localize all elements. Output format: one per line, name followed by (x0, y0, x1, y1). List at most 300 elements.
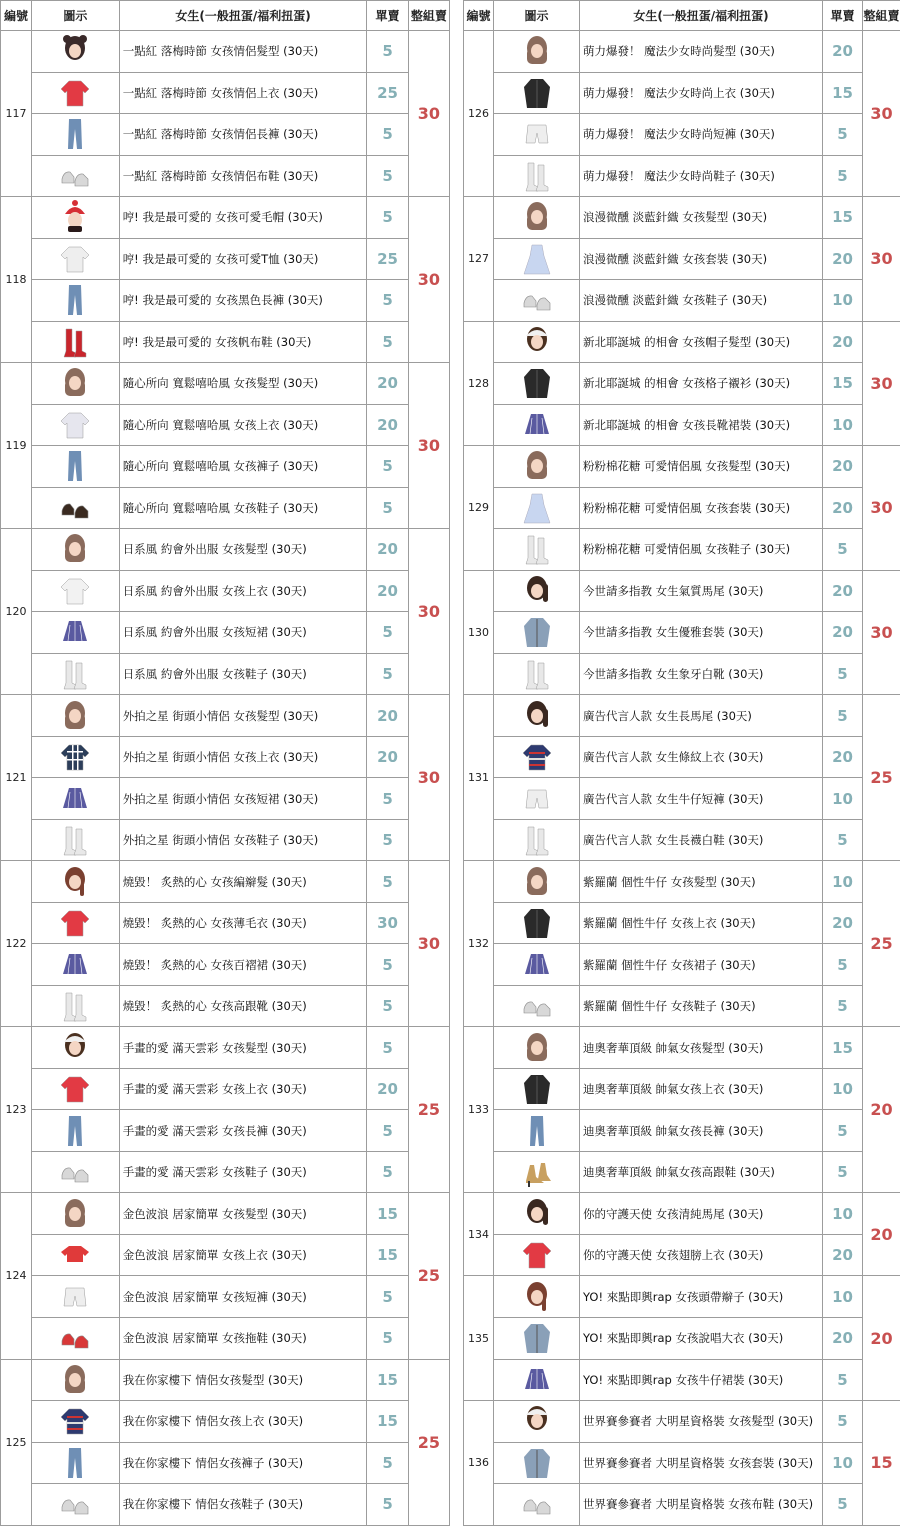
shorts-icon (522, 782, 552, 816)
item-icon-cell (31, 695, 119, 737)
single-price: 20 (823, 902, 863, 944)
table-row (464, 446, 900, 488)
single-price: 20 (823, 446, 863, 488)
single-price: 5 (823, 1401, 863, 1443)
item-name: 新北耶誕城 的相會 女孩長靴裙裝 (30天) (580, 404, 823, 446)
table-row (1, 1276, 450, 1318)
table-row (464, 612, 900, 654)
crop-top-icon (60, 1238, 90, 1272)
long-hair-icon (522, 865, 552, 899)
single-price: 15 (367, 1193, 408, 1235)
sneakers-icon (60, 1487, 90, 1521)
header-set-price: 整組賣 (408, 1, 449, 31)
set-price: 25 (408, 1027, 449, 1193)
item-icon-cell (494, 736, 580, 778)
item-name: 紫羅蘭 個性牛仔 女孩上衣 (30天) (580, 902, 823, 944)
single-price: 20 (823, 612, 863, 654)
table-row (1, 944, 450, 986)
long-hair-icon (60, 699, 90, 733)
item-icon-cell (31, 155, 119, 197)
item-icon-cell (494, 321, 580, 363)
single-price: 5 (823, 1151, 863, 1193)
item-name: 粉粉棉花糖 可愛情侶風 女孩鞋子 (30天) (580, 529, 823, 571)
single-price: 25 (367, 72, 408, 114)
boots-icon (522, 657, 552, 691)
item-number: 118 (1, 197, 32, 363)
right-price-table (463, 0, 900, 1526)
item-icon-cell (494, 612, 580, 654)
long-hair-icon (60, 1197, 90, 1231)
item-icon-cell (31, 197, 119, 239)
single-price: 5 (367, 1317, 408, 1359)
hair-bun-icon (60, 34, 90, 68)
item-icon-cell (494, 1401, 580, 1443)
item-icon-cell (494, 72, 580, 114)
single-price: 10 (823, 778, 863, 820)
item-name: 手畫的愛 滿天雲彩 女孩長褲 (30天) (119, 1110, 367, 1152)
item-icon-cell (31, 363, 119, 405)
single-price: 20 (823, 736, 863, 778)
single-price: 5 (367, 280, 408, 322)
table-row (1, 1442, 450, 1484)
sweater-icon (60, 906, 90, 940)
set-price: 25 (408, 1193, 449, 1359)
single-price: 5 (823, 114, 863, 156)
plaid-shirt-icon (60, 740, 90, 774)
item-number: 125 (1, 1359, 32, 1525)
set-price: 30 (408, 31, 449, 197)
item-icon-cell (31, 238, 119, 280)
table-row (1, 695, 450, 737)
coat-icon (522, 1446, 552, 1480)
single-price: 5 (823, 1359, 863, 1401)
single-price: 5 (823, 819, 863, 861)
table-row (464, 985, 900, 1027)
pants-icon (60, 283, 90, 317)
item-name: 你的守護天使 女孩翅膀上衣 (30天) (580, 1234, 823, 1276)
braid-hair-icon (522, 1280, 552, 1314)
table-row (1, 1027, 450, 1069)
item-number: 133 (464, 1027, 494, 1193)
set-price: 30 (863, 446, 900, 571)
item-icon-cell (31, 280, 119, 322)
single-price: 5 (367, 321, 408, 363)
single-price: 20 (823, 1234, 863, 1276)
sneakers-icon (522, 989, 552, 1023)
item-name: YO! 來點即興rap 女孩牛仔裙裝 (30天) (580, 1359, 823, 1401)
table-row (464, 1151, 900, 1193)
item-name: 外拍之星 街頭小情侶 女孩鞋子 (30天) (119, 819, 367, 861)
table-row (464, 819, 900, 861)
single-price: 10 (823, 1276, 863, 1318)
item-name: 新北耶誕城 的相會 女孩格子襯衫 (30天) (580, 363, 823, 405)
item-icon-cell (494, 778, 580, 820)
item-name: 萌力爆發！ 魔法少女時尚短褲 (30天) (580, 114, 823, 156)
single-price: 5 (823, 1484, 863, 1526)
single-price: 20 (823, 31, 863, 73)
table-row (1, 72, 450, 114)
item-name: 哼! 我是最可愛的 女孩可愛T恤 (30天) (119, 238, 367, 280)
long-hair-icon (60, 1363, 90, 1397)
item-name: 萌力爆發！ 魔法少女時尚髮型 (30天) (580, 31, 823, 73)
item-icon-cell (31, 1234, 119, 1276)
item-name: 你的守護天使 女孩清純馬尾 (30天) (580, 1193, 823, 1235)
single-price: 5 (823, 695, 863, 737)
item-name: 我在你家樓下 情侶女孩褲子 (30天) (119, 1442, 367, 1484)
item-icon-cell (494, 861, 580, 903)
item-name: 手畫的愛 滿天雲彩 女孩上衣 (30天) (119, 1068, 367, 1110)
item-icon-cell (494, 1317, 580, 1359)
table-row (464, 363, 900, 405)
item-name: 今世請多指教 女生氣質馬尾 (30天) (580, 570, 823, 612)
single-price: 20 (367, 1068, 408, 1110)
braid-hair-icon (60, 865, 90, 899)
item-name: 萌力爆發！ 魔法少女時尚上衣 (30天) (580, 72, 823, 114)
item-icon-cell (31, 446, 119, 488)
single-price: 20 (823, 487, 863, 529)
sneakers-icon (522, 1487, 552, 1521)
table-row (1, 529, 450, 571)
table-row (464, 1068, 900, 1110)
single-price: 5 (367, 985, 408, 1027)
item-name: 一點紅 落梅時節 女孩情侶上衣 (30天) (119, 72, 367, 114)
single-price: 5 (367, 114, 408, 156)
item-name: YO! 來點即興rap 女孩頭帶辮子 (30天) (580, 1276, 823, 1318)
ponytail-hair-icon (522, 574, 552, 608)
pants-icon (60, 117, 90, 151)
item-icon-cell (494, 695, 580, 737)
single-price: 20 (823, 1317, 863, 1359)
single-price: 20 (367, 363, 408, 405)
item-icon-cell (494, 487, 580, 529)
item-number: 126 (464, 31, 494, 197)
header-id: 編號 (1, 1, 32, 31)
single-price: 5 (367, 1027, 408, 1069)
item-name: 外拍之星 街頭小情侶 女孩上衣 (30天) (119, 736, 367, 778)
boots-icon (522, 823, 552, 857)
item-icon-cell (31, 114, 119, 156)
table-row (464, 72, 900, 114)
sweater-icon (522, 1238, 552, 1272)
item-icon-cell (31, 1027, 119, 1069)
item-icon-cell (494, 1027, 580, 1069)
single-price: 5 (367, 612, 408, 654)
item-name: 隨心所向 寬鬆嘻哈風 女孩上衣 (30天) (119, 404, 367, 446)
table-row (1, 114, 450, 156)
single-price: 10 (823, 1193, 863, 1235)
ponytail-hair-icon (522, 1197, 552, 1231)
item-name: 新北耶誕城 的相會 女孩帽子髮型 (30天) (580, 321, 823, 363)
table-row (464, 1110, 900, 1152)
table-row (464, 1401, 900, 1443)
item-number: 122 (1, 861, 32, 1027)
boots-icon (60, 823, 90, 857)
set-price: 30 (863, 31, 900, 197)
item-name: 隨心所向 寬鬆嘻哈風 女孩褲子 (30天) (119, 446, 367, 488)
single-price: 15 (823, 197, 863, 239)
single-price: 5 (823, 529, 863, 571)
table-row (464, 1276, 900, 1318)
single-price: 5 (367, 819, 408, 861)
item-name: 一點紅 落梅時節 女孩情侶髮型 (30天) (119, 31, 367, 73)
single-price: 5 (823, 1110, 863, 1152)
item-name: 粉粉棉花糖 可愛情侶風 女孩套裝 (30天) (580, 487, 823, 529)
item-icon-cell (31, 1401, 119, 1443)
item-number: 123 (1, 1027, 32, 1193)
cap-hair-icon (60, 1031, 90, 1065)
heels-icon (522, 1155, 552, 1189)
item-number: 136 (464, 1401, 494, 1526)
set-price: 20 (863, 1193, 900, 1276)
single-price: 5 (367, 197, 408, 239)
table-row (464, 487, 900, 529)
item-number: 120 (1, 529, 32, 695)
table-row (464, 1359, 900, 1401)
single-price: 5 (367, 653, 408, 695)
set-price: 25 (863, 695, 900, 861)
long-hair-icon (60, 532, 90, 566)
set-price: 20 (863, 1027, 900, 1193)
pants-icon (60, 449, 90, 483)
pants-icon (60, 1446, 90, 1480)
single-price: 20 (367, 736, 408, 778)
set-price: 30 (408, 197, 449, 363)
item-name: 哼! 我是最可愛的 女孩黑色長褲 (30天) (119, 280, 367, 322)
item-icon-cell (494, 31, 580, 73)
item-number: 130 (464, 570, 494, 695)
item-number: 117 (1, 31, 32, 197)
single-price: 20 (823, 321, 863, 363)
single-price: 20 (823, 570, 863, 612)
table-row (1, 1234, 450, 1276)
table-row (1, 902, 450, 944)
item-name: YO! 來點即興rap 女孩說唱大衣 (30天) (580, 1317, 823, 1359)
item-icon-cell (494, 197, 580, 239)
item-name: 我在你家樓下 情侶女孩上衣 (30天) (119, 1401, 367, 1443)
single-price: 5 (367, 31, 408, 73)
item-name: 日系風 約會外出服 女孩鞋子 (30天) (119, 653, 367, 695)
item-name: 浪漫微醺 淡藍針織 女孩鞋子 (30天) (580, 280, 823, 322)
table-row (1, 1484, 450, 1526)
item-icon-cell (31, 1068, 119, 1110)
dress-icon (522, 242, 552, 276)
table-row (1, 778, 450, 820)
table-row (464, 1442, 900, 1484)
single-price: 5 (367, 1484, 408, 1526)
item-icon-cell (494, 446, 580, 488)
table-row (464, 1234, 900, 1276)
single-price: 10 (823, 861, 863, 903)
item-name: 浪漫微醺 淡藍針織 女孩套裝 (30天) (580, 238, 823, 280)
item-icon-cell (31, 1276, 119, 1318)
high-top-shoes-icon (60, 325, 90, 359)
jacket-icon (522, 366, 552, 400)
item-name: 今世請多指教 女生優雅套裝 (30天) (580, 612, 823, 654)
header-icon: 圖示 (494, 1, 580, 31)
item-name: 廣告代言人款 女生長馬尾 (30天) (580, 695, 823, 737)
item-number: 127 (464, 197, 494, 322)
table-row (1, 861, 450, 903)
item-icon-cell (31, 612, 119, 654)
table-row (464, 280, 900, 322)
item-icon-cell (494, 404, 580, 446)
sneakers-icon (60, 159, 90, 193)
table-row (464, 1027, 900, 1069)
item-icon-cell (494, 529, 580, 571)
table-row (464, 570, 900, 612)
item-name: 手畫的愛 滿天雲彩 女孩鞋子 (30天) (119, 1151, 367, 1193)
long-hair-icon (522, 200, 552, 234)
table-row (464, 1484, 900, 1526)
item-icon-cell (494, 1110, 580, 1152)
single-price: 5 (367, 1151, 408, 1193)
set-price: 30 (408, 363, 449, 529)
table-row (464, 529, 900, 571)
item-icon-cell (494, 902, 580, 944)
dress-icon (522, 491, 552, 525)
single-price: 10 (823, 404, 863, 446)
item-icon-cell (31, 1317, 119, 1359)
set-price: 30 (408, 529, 449, 695)
header-single-price: 單賣 (367, 1, 408, 31)
left-table-body (1, 31, 450, 1526)
item-name: 迪奧奢華頂級 帥氣女孩高跟鞋 (30天) (580, 1151, 823, 1193)
item-name: 金色波浪 居家簡單 女孩上衣 (30天) (119, 1234, 367, 1276)
item-name: 金色波浪 居家簡單 女孩拖鞋 (30天) (119, 1317, 367, 1359)
item-icon-cell (31, 736, 119, 778)
table-row (1, 612, 450, 654)
item-name: 一點紅 落梅時節 女孩情侶布鞋 (30天) (119, 155, 367, 197)
item-name: 粉粉棉花糖 可愛情侶風 女孩髮型 (30天) (580, 446, 823, 488)
item-name: 隨心所向 寬鬆嘻哈風 女孩鞋子 (30天) (119, 487, 367, 529)
item-icon-cell (31, 529, 119, 571)
boots-icon (522, 532, 552, 566)
single-price: 10 (823, 280, 863, 322)
item-icon-cell (31, 404, 119, 446)
striped-sweater-icon (60, 1404, 90, 1438)
jacket-icon (522, 906, 552, 940)
shirt-icon (60, 408, 90, 442)
item-name: 日系風 約會外出服 女孩短裙 (30天) (119, 612, 367, 654)
item-number: 131 (464, 695, 494, 861)
skirt-icon (522, 1363, 552, 1397)
item-icon-cell (494, 1234, 580, 1276)
set-price: 20 (863, 1276, 900, 1401)
ponytail-hair-icon (522, 699, 552, 733)
item-icon-cell (31, 31, 119, 73)
item-number: 129 (464, 446, 494, 571)
item-number: 135 (464, 1276, 494, 1401)
single-price: 5 (367, 487, 408, 529)
item-icon-cell (31, 487, 119, 529)
item-icon-cell (31, 1442, 119, 1484)
item-name: 迪奧奢華頂級 帥氣女孩長褲 (30天) (580, 1110, 823, 1152)
boots-icon (522, 159, 552, 193)
item-name: 燒毀！ 炙熱的心 女孩薄毛衣 (30天) (119, 902, 367, 944)
table-row (1, 570, 450, 612)
table-row (1, 321, 450, 363)
single-price: 5 (823, 155, 863, 197)
sandals-icon (60, 491, 90, 525)
table-row (1, 31, 450, 73)
item-name: 浪漫微醺 淡藍針織 女孩髮型 (30天) (580, 197, 823, 239)
header-set-price: 整組賣 (863, 1, 900, 31)
item-icon-cell (494, 1442, 580, 1484)
table-row (1, 363, 450, 405)
coat-icon (522, 615, 552, 649)
single-price: 25 (367, 238, 408, 280)
item-name: 迪奧奢華頂級 帥氣女孩髮型 (30天) (580, 1027, 823, 1069)
item-icon-cell (31, 1484, 119, 1526)
item-icon-cell (494, 1068, 580, 1110)
table-row (464, 31, 900, 73)
table-row (464, 1193, 900, 1235)
header-single-price: 單賣 (823, 1, 863, 31)
table-row (1, 1110, 450, 1152)
table-row (1, 736, 450, 778)
single-price: 5 (823, 653, 863, 695)
item-icon-cell (494, 280, 580, 322)
header-name: 女生(一般扭蛋/福利扭蛋) (119, 1, 367, 31)
striped-sweater-icon (522, 740, 552, 774)
set-price: 30 (863, 197, 900, 322)
table-row (464, 155, 900, 197)
item-icon-cell (494, 653, 580, 695)
sneakers-icon (60, 1155, 90, 1189)
single-price: 15 (367, 1234, 408, 1276)
item-name: 迪奧奢華頂級 帥氣女孩上衣 (30天) (580, 1068, 823, 1110)
item-name: 今世請多指教 女生象牙白靴 (30天) (580, 653, 823, 695)
table-row (464, 1317, 900, 1359)
single-price: 5 (367, 944, 408, 986)
item-name: 外拍之星 街頭小情侶 女孩短裙 (30天) (119, 778, 367, 820)
header-id: 編號 (464, 1, 494, 31)
set-price: 25 (863, 861, 900, 1027)
table-row (1, 1193, 450, 1235)
item-icon-cell (31, 321, 119, 363)
item-name: 我在你家樓下 情侶女孩鞋子 (30天) (119, 1484, 367, 1526)
single-price: 5 (823, 944, 863, 986)
table-row (464, 653, 900, 695)
item-icon-cell (494, 1193, 580, 1235)
skirt-icon (60, 948, 90, 982)
table-row (1, 155, 450, 197)
set-price: 30 (408, 695, 449, 861)
item-icon-cell (31, 1110, 119, 1152)
skirt-icon (60, 615, 90, 649)
item-icon-cell (31, 861, 119, 903)
long-hair-icon (60, 366, 90, 400)
long-hair-icon (522, 1031, 552, 1065)
single-price: 15 (823, 363, 863, 405)
table-row (464, 861, 900, 903)
single-price: 15 (367, 1401, 408, 1443)
table-row (464, 114, 900, 156)
set-price: 25 (408, 1359, 449, 1525)
skirt-icon (522, 948, 552, 982)
item-number: 124 (1, 1193, 32, 1359)
coat-icon (522, 1321, 552, 1355)
item-icon-cell (31, 944, 119, 986)
table-row (1, 1401, 450, 1443)
item-icon-cell (31, 1151, 119, 1193)
table-row (464, 404, 900, 446)
single-price: 20 (367, 404, 408, 446)
long-hair-icon (522, 34, 552, 68)
item-icon-cell (494, 985, 580, 1027)
item-icon-cell (494, 238, 580, 280)
tshirt-icon (60, 242, 90, 276)
